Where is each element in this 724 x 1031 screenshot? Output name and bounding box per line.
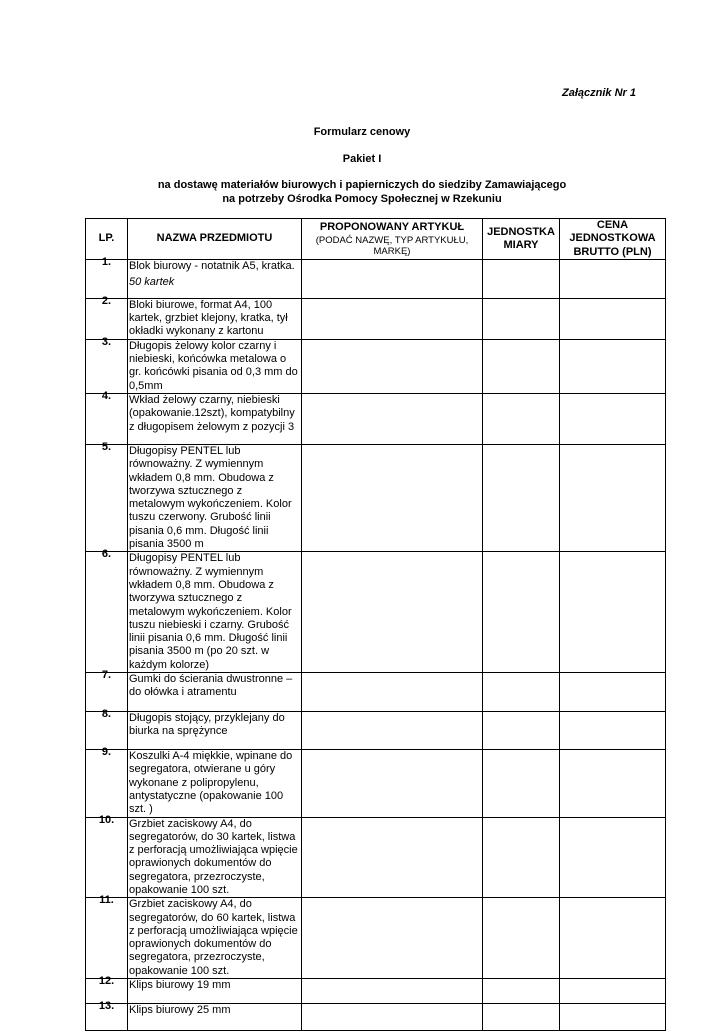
item-name: Gumki do ścierania dwustronne – do ołówka i atramentu [129, 673, 293, 699]
unit-cell[interactable] [483, 898, 560, 979]
table-row [86, 898, 666, 979]
table-header-row [86, 219, 666, 260]
item-name: Grzbiet zaciskowy A4, do segregatorów, do 30 kartek, listwa z perforacją umożliwiająca wpięcie oprawionych dokumentów do segregatora, przezroczyste, opakowanie 100 szt. [129, 817, 298, 896]
package-title: Pakiet I [342, 153, 382, 165]
row-number [86, 440, 128, 551]
row-number [86, 708, 128, 750]
unit-price-cell[interactable] [560, 750, 666, 817]
row-number-text: 1. [101, 255, 112, 268]
item-name-cell [128, 339, 302, 393]
item-name: Klips biurowy 19 mm [129, 979, 231, 992]
item-name-cell [128, 979, 302, 1004]
subject-line-1: na dostawę materiałów biurowych i papierniczych do siedziby Zamawiającego [157, 179, 567, 191]
attachment-label: Załącznik Nr 1 [562, 87, 636, 99]
item-name: Grzbiet zaciskowy A4, do segregatorów, do 60 kartek, listwa z perforacją umożliwiająca wpięcie oprawionych dokumentów do segregatora, przezroczyste, opakowanie 100 szt. [129, 898, 298, 977]
proposed-article-cell[interactable] [302, 817, 483, 898]
item-name-cell [128, 444, 302, 551]
header-proposed-label: PROPONOWANY ARTYKUŁ [319, 221, 465, 234]
header-price: CENA JEDNOSTKOWA BRUTTO (PLN) [560, 219, 666, 260]
row-number-text: 8. [101, 708, 112, 721]
row-number [86, 255, 128, 298]
item-name: Długopis stojący, przyklejany do biurka na sprężynce [129, 712, 285, 738]
header-lp: LP. [86, 219, 128, 260]
row-number [86, 669, 128, 712]
table-row [86, 298, 666, 339]
table-row [86, 259, 666, 298]
row-number-text: 6. [101, 548, 112, 561]
table-body [86, 255, 666, 1030]
unit-cell[interactable] [483, 298, 560, 339]
item-name: Wkład żelowy czarny, niebieski (opakowanie.12szt), kompatybilny z długopisem żelowym z pozycji 3 [129, 393, 295, 433]
table-row [86, 817, 666, 898]
row-number [86, 894, 128, 979]
row-number [86, 1000, 128, 1031]
item-name: Klips biurowy 25 mm [129, 1004, 231, 1017]
item-name-cell [128, 259, 302, 298]
row-number [86, 746, 128, 817]
item-note: 50 kartek [129, 276, 175, 289]
unit-cell[interactable] [483, 339, 560, 393]
proposed-article-cell[interactable] [302, 979, 483, 1004]
unit-price-cell[interactable] [560, 817, 666, 898]
item-name: Bloki biurowe, format A4, 100 kartek, grzbiet klejony, kratka, tył okładki wykonany z kartonu [129, 298, 288, 338]
item-name: Długopisy PENTEL lub równoważny. Z wymiennym wkładem 0,8 mm. Obudowa z tworzywa sztucznego z metalowym wykończeniem. Kolor tuszu czerwony. Grubość linii pisania 0,6 mm. Długość linii pisania 3500 m [129, 444, 292, 551]
table-row [86, 444, 666, 551]
header-unit: JEDNOSTKA MIARY [483, 219, 560, 260]
row-number-text: 2. [101, 294, 112, 307]
form-title: Formularz cenowy [313, 126, 411, 138]
row-number [86, 389, 128, 444]
row-number-text: 3. [101, 335, 112, 348]
item-name-cell [128, 673, 302, 712]
row-number [86, 548, 128, 673]
proposed-article-cell[interactable] [302, 1004, 483, 1031]
unit-price-cell[interactable] [560, 979, 666, 1004]
item-name: Blok biurowy - notatnik A5, kratka. [129, 259, 295, 272]
unit-cell[interactable] [483, 444, 560, 551]
table-row [86, 552, 666, 673]
header-proposed [302, 219, 483, 260]
row-number-text: 5. [101, 440, 112, 453]
unit-price-cell[interactable] [560, 673, 666, 712]
row-number-text: 7. [101, 669, 112, 682]
row-number-text: 9. [101, 746, 112, 759]
header-proposed-note: (PODAĆ NAZWĘ, TYP ARTYKUŁU, MARKĘ) [315, 234, 469, 257]
item-name-cell [128, 1004, 302, 1031]
table-row [86, 1004, 666, 1031]
proposed-article-cell[interactable] [302, 712, 483, 750]
price-table [85, 218, 666, 1031]
unit-price-cell[interactable] [560, 552, 666, 673]
unit-price-cell[interactable] [560, 339, 666, 393]
item-name: Długopisy PENTEL lub równoważny. Z wymiennym wkładem 0,8 mm. Obudowa z tworzywa sztucznego z metalowym wykończeniem. Kolor tuszu niebieski i czarny. Grubość linii pisania 0,6 mm. Długość linii pisania 3500 m (po 20 szt. w każdym kolorze) [129, 552, 292, 671]
row-number-text: 13. [98, 1000, 115, 1013]
row-number-text: 11. [99, 894, 114, 907]
item-name-cell [128, 393, 302, 444]
unit-price-cell[interactable] [560, 898, 666, 979]
proposed-article-cell[interactable] [302, 259, 483, 298]
table-row [86, 712, 666, 750]
item-name-cell [128, 898, 302, 979]
proposed-article-cell[interactable] [302, 673, 483, 712]
unit-price-cell[interactable] [560, 298, 666, 339]
item-name-cell [128, 552, 302, 673]
unit-price-cell[interactable] [560, 259, 666, 298]
proposed-article-cell[interactable] [302, 339, 483, 393]
unit-cell[interactable] [483, 393, 560, 444]
item-name: Długopis żelowy kolor czarny i niebieski, końcówka metalowa o gr. końcówki pisania od 0,3 mm do 0,5mm [129, 339, 298, 392]
table-row [86, 979, 666, 1004]
row-number-text: 10. [98, 813, 115, 826]
proposed-article-cell[interactable] [302, 552, 483, 673]
table-row [86, 339, 666, 393]
table-row [86, 393, 666, 444]
unit-cell[interactable] [483, 750, 560, 817]
row-number [86, 335, 128, 393]
proposed-article-cell[interactable] [302, 750, 483, 817]
item-name-cell [128, 712, 302, 750]
proposed-article-cell[interactable] [302, 298, 483, 339]
unit-cell[interactable] [483, 552, 560, 673]
row-number [86, 294, 128, 339]
row-number [86, 813, 128, 898]
unit-cell[interactable] [483, 259, 560, 298]
item-name: Koszulki A-4 miękkie, wpinane do segregatora, otwierane u góry wykonane z polipropylenu, antystatyczne (opakowanie 100 szt. ) [129, 750, 293, 816]
unit-cell[interactable] [483, 979, 560, 1004]
table-row [86, 750, 666, 817]
row-number-text: 4. [101, 389, 112, 402]
unit-cell[interactable] [483, 1004, 560, 1031]
header-name: NAZWA PRZEDMIOTU [128, 219, 302, 260]
unit-price-cell[interactable] [560, 712, 666, 750]
item-name-cell [128, 817, 302, 898]
unit-cell[interactable] [483, 817, 560, 898]
item-name-cell [128, 298, 302, 339]
proposed-article-cell[interactable] [302, 444, 483, 551]
unit-cell[interactable] [483, 673, 560, 712]
unit-price-cell[interactable] [560, 393, 666, 444]
item-name-cell [128, 750, 302, 817]
row-number-text: 12. [98, 975, 115, 988]
table-row [86, 673, 666, 712]
proposed-article-cell[interactable] [302, 393, 483, 444]
unit-cell[interactable] [483, 712, 560, 750]
unit-price-cell[interactable] [560, 1004, 666, 1031]
proposed-article-cell[interactable] [302, 898, 483, 979]
subject-line-2: na potrzeby Ośrodka Pomocy Społecznej w Rzekuniu [222, 193, 502, 205]
unit-price-cell[interactable] [560, 444, 666, 551]
